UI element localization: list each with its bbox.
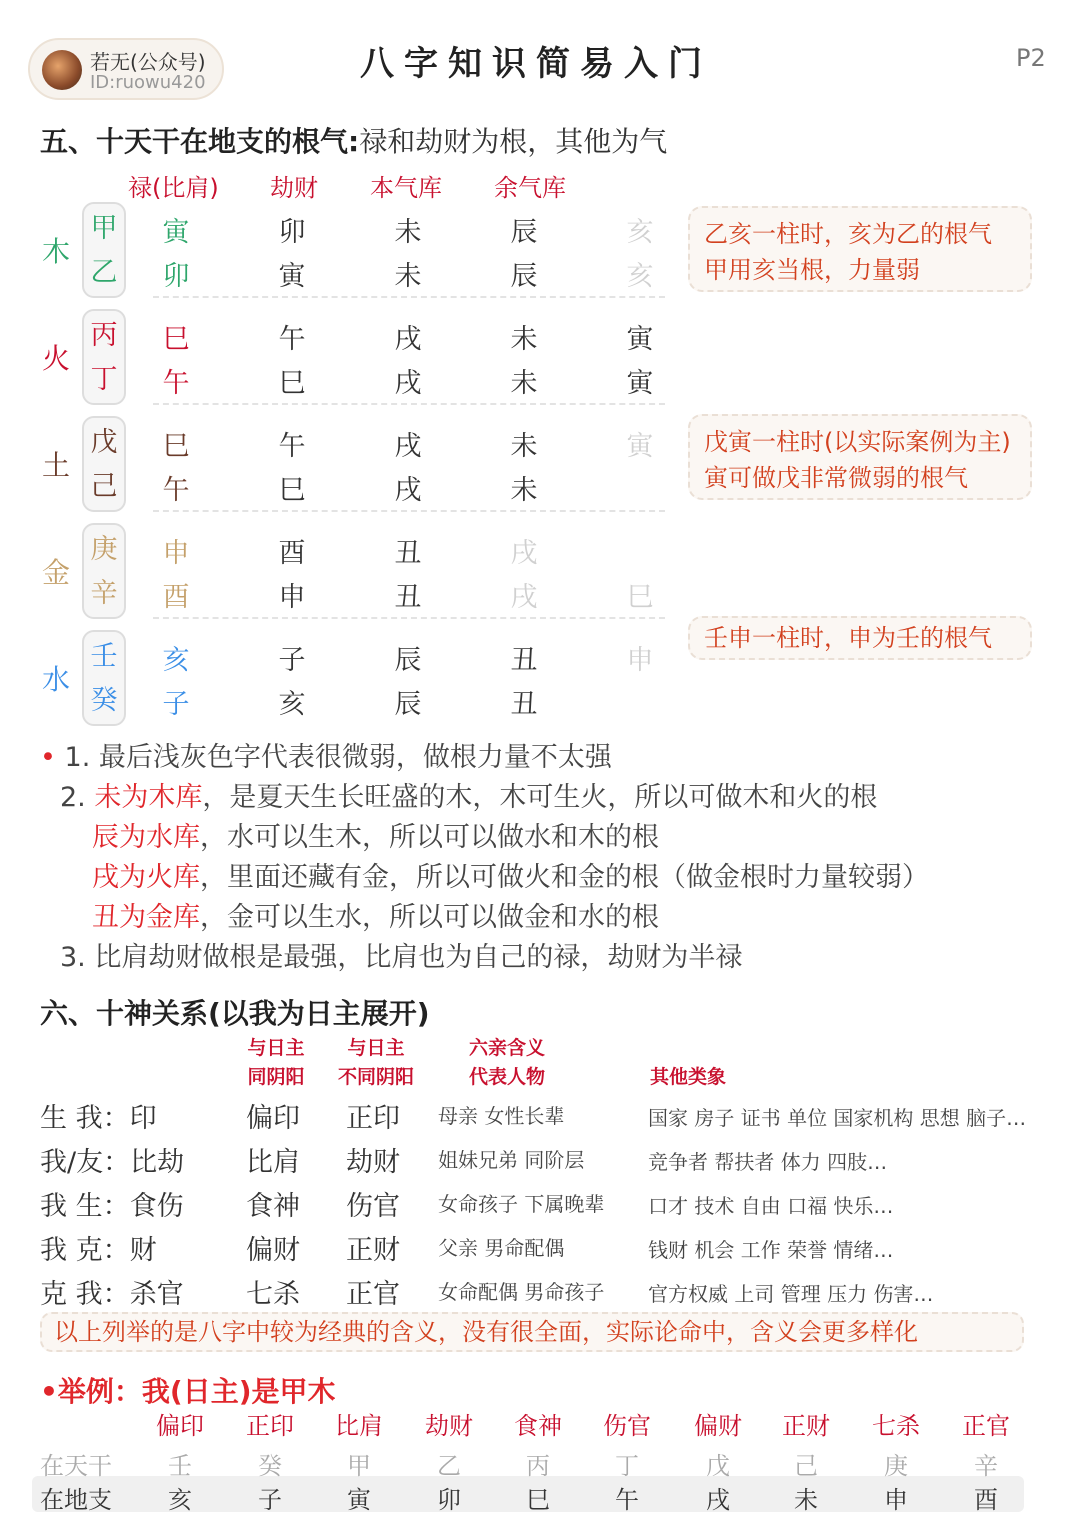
bullet-text: 1. 最后浅灰色字代表很微弱，做根力量不太强 xyxy=(64,742,612,773)
branch-cell: 丑 xyxy=(510,645,538,676)
branch-cell: 申 xyxy=(626,645,654,676)
branch-cell: 巳 xyxy=(162,431,190,462)
section5-title-bold: 五、十天干在地支的根气: xyxy=(40,125,360,158)
branch-cell: 戌 xyxy=(394,368,422,399)
branch-cell: 酉 xyxy=(162,582,190,613)
stem-char: 癸 xyxy=(90,685,118,716)
branch-cell: 卯 xyxy=(278,217,306,248)
other-meaning: 竞争者 帮扶者 体力 四肢… xyxy=(648,1150,888,1174)
example-branch: 子 xyxy=(258,1486,282,1514)
header-other: 其他类象 xyxy=(650,1066,727,1088)
bullet-1 xyxy=(40,735,612,774)
example-god: 比肩 xyxy=(335,1412,383,1440)
example-stem: 乙 xyxy=(437,1452,461,1480)
same-yinyang-god: 食神 xyxy=(246,1191,300,1222)
example-branch: 戌 xyxy=(706,1486,730,1514)
note-line: 戊寅一柱时(以实际案例为主) xyxy=(704,428,1011,456)
example-god: 偏财 xyxy=(694,1412,742,1440)
element-label: 火 xyxy=(42,342,71,375)
bullet-dot: • xyxy=(40,1375,58,1408)
bullet-2 xyxy=(60,775,877,814)
page-number: P2 xyxy=(1016,44,1046,72)
stem-char: 丙 xyxy=(90,320,118,351)
example-branch: 酉 xyxy=(974,1486,998,1514)
diff-yinyang-god: 正财 xyxy=(346,1235,400,1266)
element-label: 土 xyxy=(42,449,71,482)
diff-yinyang-god: 正官 xyxy=(346,1279,400,1310)
element-label: 水 xyxy=(42,663,71,696)
example-god: 劫财 xyxy=(425,1412,473,1440)
stem-pill xyxy=(82,416,126,512)
stem-pill xyxy=(82,202,126,298)
branch-cell: 未 xyxy=(510,475,538,506)
author-name: 若无(公众号) xyxy=(90,50,206,74)
bullet-4 xyxy=(92,855,929,894)
bullet-red: 戌为火库 xyxy=(92,862,200,893)
example-branch: 寅 xyxy=(347,1486,371,1514)
example-god: 正财 xyxy=(782,1412,830,1440)
relation-label: 我 克：财 xyxy=(40,1235,157,1266)
kin-meaning: 姐妹兄弟 同阶层 xyxy=(438,1148,585,1172)
diff-yinyang-god: 正印 xyxy=(346,1103,400,1134)
branch-cell: 寅 xyxy=(626,431,654,462)
branch-cell: 午 xyxy=(278,324,306,355)
other-meaning: 钱财 机会 工作 荣誉 情绪… xyxy=(648,1238,894,1262)
element-label: 金 xyxy=(42,556,71,589)
example-stem: 己 xyxy=(794,1452,818,1480)
example-stem: 戊 xyxy=(706,1452,730,1480)
branch-cell: 辰 xyxy=(394,645,422,676)
branch-cell: 酉 xyxy=(278,538,306,569)
branch-cell: 申 xyxy=(162,538,190,569)
example-god: 七杀 xyxy=(872,1412,920,1440)
branch-cell: 未 xyxy=(394,261,422,292)
section5-title-rest: 禄和劫财为根，其他为气 xyxy=(359,125,668,158)
branch-cell: 戌 xyxy=(394,431,422,462)
note-renshen xyxy=(688,616,1032,660)
branch-cell: 巳 xyxy=(162,324,190,355)
branch-cell: 午 xyxy=(162,368,190,399)
stem-char: 甲 xyxy=(90,213,118,244)
stem-char: 壬 xyxy=(90,641,118,672)
example-stem: 甲 xyxy=(347,1452,371,1480)
stem-char: 辛 xyxy=(90,578,118,609)
branch-cell: 辰 xyxy=(510,217,538,248)
stem-char: 戊 xyxy=(90,427,118,458)
bullet-red: 未为木库 xyxy=(94,782,203,813)
bullet-num: 2. xyxy=(60,782,95,813)
kin-meaning: 女命配偶 男命孩子 xyxy=(438,1280,605,1304)
example-god: 伤官 xyxy=(603,1412,651,1440)
note-line: 乙亥一柱时，亥为乙的根气 xyxy=(704,220,992,248)
header-line: 六亲含义 xyxy=(468,1037,545,1059)
row-divider xyxy=(153,296,665,298)
bullet-text: ，水可以生木，所以可以做水和木的根 xyxy=(200,822,659,853)
example-stem: 庚 xyxy=(884,1452,908,1480)
diff-yinyang-god: 伤官 xyxy=(346,1191,400,1222)
branch-cell: 亥 xyxy=(626,217,654,248)
example-stem: 丁 xyxy=(615,1452,639,1480)
stem-char: 丁 xyxy=(90,364,118,395)
note-line: 甲用亥当根，力量弱 xyxy=(704,256,920,284)
col-header-benqiku: 本气库 xyxy=(370,174,442,202)
kin-meaning: 父亲 男命配偶 xyxy=(438,1236,565,1260)
header-line: 代表人物 xyxy=(468,1066,545,1088)
header-line: 与日主 xyxy=(347,1037,405,1059)
note-line: 壬申一柱时，申为壬的根气 xyxy=(704,624,992,652)
col-header-jiecai: 劫财 xyxy=(270,174,318,202)
other-meaning: 口才 技术 自由 口福 快乐… xyxy=(648,1194,894,1218)
example-title-text: 举例：我(日主)是甲木 xyxy=(57,1375,336,1408)
branch-cell: 午 xyxy=(278,431,306,462)
bullet-6: 3. 比肩劫财做根是最强，比肩也为自己的禄，劫财为半禄 xyxy=(60,942,743,973)
example-branch: 巳 xyxy=(526,1486,550,1514)
note-line: 寅可做戊非常微弱的根气 xyxy=(704,464,968,492)
header-diff-yinyang xyxy=(326,1034,426,1092)
example-branch: 申 xyxy=(884,1486,908,1514)
bullet-red: 辰为水库 xyxy=(92,822,200,853)
example-stem: 丙 xyxy=(526,1452,550,1480)
example-god: 食神 xyxy=(514,1412,562,1440)
example-stem: 癸 xyxy=(258,1452,282,1480)
branch-cell: 亥 xyxy=(278,689,306,720)
stem-char: 庚 xyxy=(90,534,118,565)
branch-cell: 未 xyxy=(510,324,538,355)
branch-cell: 巳 xyxy=(626,582,654,613)
branch-cell: 子 xyxy=(162,689,190,720)
branch-cell: 卯 xyxy=(162,261,190,292)
kin-meaning: 母亲 女性长辈 xyxy=(438,1104,565,1128)
relation-label: 我/友：比劫 xyxy=(40,1147,185,1178)
same-yinyang-god: 七杀 xyxy=(246,1279,300,1310)
branch-cell: 亥 xyxy=(626,261,654,292)
bullet-5 xyxy=(92,895,659,934)
branch-cell: 丑 xyxy=(510,689,538,720)
branch-cell: 寅 xyxy=(626,324,654,355)
relation-label: 我 生：食伤 xyxy=(40,1191,184,1222)
bullet-text: ，是夏天生长旺盛的木，木可生火，所以可做木和火的根 xyxy=(202,782,878,813)
branch-cell: 寅 xyxy=(162,217,190,248)
example-stem: 壬 xyxy=(168,1452,192,1480)
page-title: 八字知识简易入门 xyxy=(360,44,712,84)
branch-cell: 午 xyxy=(162,475,190,506)
example-title xyxy=(40,1370,336,1410)
stem-row-label: 在天干 xyxy=(40,1452,112,1480)
header-kin xyxy=(452,1034,562,1092)
kin-meaning: 女命孩子 下属晚辈 xyxy=(438,1192,605,1216)
stem-pill xyxy=(82,309,126,405)
row-divider xyxy=(153,617,665,619)
author-badge xyxy=(28,38,224,100)
bullet-3 xyxy=(92,815,659,854)
example-branch: 午 xyxy=(615,1486,639,1514)
stem-char: 己 xyxy=(90,471,118,502)
branch-row-label: 在地支 xyxy=(40,1486,112,1514)
same-yinyang-god: 偏财 xyxy=(246,1235,300,1266)
branch-cell: 戌 xyxy=(394,324,422,355)
note-wuyin xyxy=(688,414,1032,500)
example-branch: 卯 xyxy=(437,1486,461,1514)
branch-cell: 未 xyxy=(510,431,538,462)
stem-pill xyxy=(82,523,126,619)
col-header-yuqiku: 余气库 xyxy=(494,174,566,202)
branch-cell: 亥 xyxy=(162,645,190,676)
relation-label: 生 我：印 xyxy=(40,1103,157,1134)
relation-label: 克 我：杀官 xyxy=(40,1279,184,1310)
branch-cell: 戌 xyxy=(510,538,538,569)
stem-pill xyxy=(82,630,126,726)
branch-cell: 辰 xyxy=(510,261,538,292)
branch-cell: 寅 xyxy=(278,261,306,292)
bullet-dot: • xyxy=(40,742,56,773)
bullet-text: ，里面还藏有金，所以可做火和金的根（做金根时力量较弱） xyxy=(200,862,929,893)
branch-cell: 申 xyxy=(278,582,306,613)
example-god: 偏印 xyxy=(156,1412,204,1440)
section5-title xyxy=(40,120,667,160)
header-line: 与日主 xyxy=(247,1037,305,1059)
branch-cell: 丑 xyxy=(394,538,422,569)
header-line: 同阴阳 xyxy=(247,1066,305,1088)
example-stem: 辛 xyxy=(974,1452,998,1480)
bullet-red: 丑为金库 xyxy=(92,902,200,933)
branch-cell: 未 xyxy=(394,217,422,248)
author-id: ID:ruowu420 xyxy=(90,72,206,93)
stem-char: 乙 xyxy=(90,257,118,288)
note-yihai xyxy=(688,206,1032,292)
branch-cell: 丑 xyxy=(394,582,422,613)
row-divider xyxy=(153,403,665,405)
example-branch: 未 xyxy=(794,1486,818,1514)
branch-cell: 戌 xyxy=(394,475,422,506)
row-divider xyxy=(153,510,665,512)
same-yinyang-god: 偏印 xyxy=(246,1103,300,1134)
header-same-yinyang xyxy=(236,1034,316,1092)
branch-cell: 巳 xyxy=(278,368,306,399)
branch-cell: 寅 xyxy=(626,368,654,399)
branch-cell: 未 xyxy=(510,368,538,399)
header-line: 不同阴阳 xyxy=(337,1066,414,1088)
col-header-lu: 禄(比肩) xyxy=(128,174,219,202)
branch-cell: 辰 xyxy=(394,689,422,720)
example-god: 正官 xyxy=(962,1412,1010,1440)
diff-yinyang-god: 劫财 xyxy=(346,1147,400,1178)
bullet-text: ，金可以生水，所以可以做金和水的根 xyxy=(200,902,659,933)
other-meaning: 官方权威 上司 管理 压力 伤害… xyxy=(648,1282,934,1306)
branch-cell: 子 xyxy=(278,645,306,676)
avatar xyxy=(42,50,82,90)
example-god: 正印 xyxy=(246,1412,294,1440)
same-yinyang-god: 比肩 xyxy=(246,1147,300,1178)
other-meaning: 国家 房子 证书 单位 国家机构 思想 脑子… xyxy=(648,1106,1027,1130)
example-branch: 亥 xyxy=(168,1486,192,1514)
element-label: 木 xyxy=(42,235,71,268)
branch-cell: 巳 xyxy=(278,475,306,506)
branch-cell: 戌 xyxy=(510,582,538,613)
section6-title: 六、十神关系(以我为日主展开) xyxy=(40,997,430,1030)
ten-gods-banner: 以上列举的是八字中较为经典的含义，没有很全面，实际论命中，含义会更多样化 xyxy=(40,1312,1024,1352)
